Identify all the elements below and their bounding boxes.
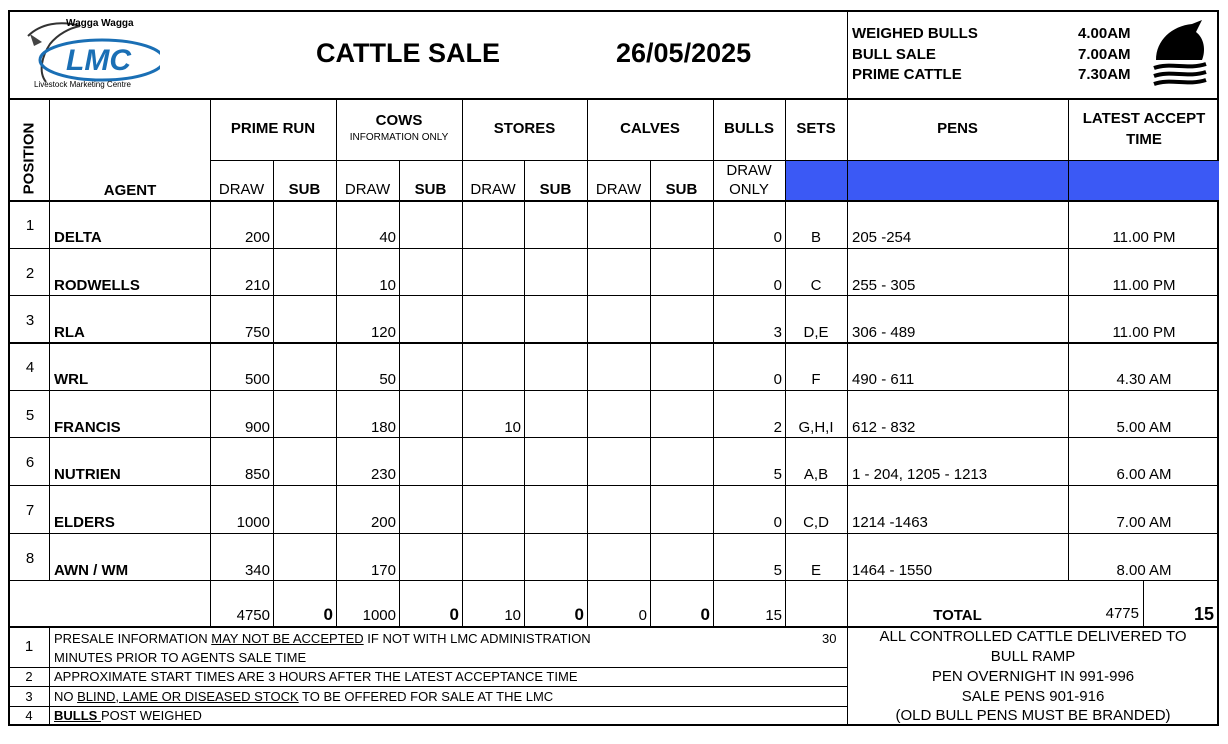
sets-cell: A,B	[803, 466, 829, 483]
sets-cell: E	[810, 562, 821, 579]
note-3-text: NO BLIND, LAME OR DISEASED STOCK TO BE OFFERED FOR SALE AT THE LMC	[54, 689, 554, 704]
pens-header-fill	[848, 161, 1068, 200]
calves-header: CALVES	[620, 120, 680, 137]
bull-logo-icon	[1152, 20, 1208, 92]
prime-run-header: PRIME RUN	[230, 120, 316, 137]
footer-line-5: (OLD BULL PENS MUST BE BRANDED)	[895, 707, 1171, 724]
agent-cell: FRANCIS	[54, 419, 121, 436]
time-cell: 11.00 PM	[1112, 277, 1176, 294]
pens-cell: 1214 -1463	[852, 514, 928, 531]
footer-line-3: PEN OVERNIGHT IN 991-996	[931, 668, 1135, 685]
pens-cell: 205 -254	[852, 229, 912, 246]
total-cows-draw: 1000	[362, 607, 396, 624]
cows-draw-header: DRAW	[344, 181, 391, 198]
note-1-line-2: MINUTES PRIOR TO AGENTS SALE TIME	[54, 650, 307, 665]
total-stores-draw: 10	[504, 607, 521, 624]
schedule-time-3: 7.30AM	[1078, 66, 1131, 83]
sets-cell: B	[810, 229, 821, 246]
time-cell: 7.00 AM	[1116, 514, 1172, 531]
schedule-time-2: 7.00AM	[1078, 46, 1131, 63]
agent-cell: RLA	[54, 324, 85, 341]
time-cell: 5.00 AM	[1116, 419, 1172, 436]
page-title: CATTLE SALE	[316, 38, 500, 68]
pens-cell: 255 - 305	[852, 277, 916, 294]
note-1-number: 1	[24, 638, 34, 655]
logo-top-text: Wagga Wagga	[66, 18, 134, 29]
prime-draw-header: DRAW	[218, 181, 265, 198]
prime-draw-cell: 500	[244, 371, 270, 388]
cows-draw-cell: 180	[370, 419, 396, 436]
prime-draw-cell: 340	[244, 562, 270, 579]
pens-cell: 490 - 611	[852, 371, 915, 388]
schedule-label-3: PRIME CATTLE	[852, 66, 962, 83]
time-cell: 6.00 AM	[1116, 466, 1172, 483]
stores-sub-header: SUB	[539, 181, 572, 198]
stores-header: STORES	[493, 120, 556, 137]
sets-cell: G,H,I	[798, 419, 834, 436]
prime-sub-header: SUB	[288, 181, 321, 198]
bulls-cell: 0	[773, 514, 782, 531]
cows-draw-cell: 120	[370, 324, 396, 341]
logo-sub-text: Livestock Marketing Centre	[34, 80, 131, 89]
cows-note: INFORMATION ONLY	[349, 132, 449, 143]
prime-draw-cell: 750	[244, 324, 270, 341]
note-2-number: 2	[25, 669, 33, 684]
position-cell: 1	[25, 217, 35, 234]
agent-header: AGENT	[103, 182, 157, 199]
total-calves-sub: 0	[700, 605, 710, 624]
stores-draw-header: DRAW	[470, 181, 516, 198]
pens-cell: 306 - 489	[852, 324, 916, 341]
cows-draw-cell: 200	[370, 514, 396, 531]
note-1-minutes: 30	[822, 631, 837, 646]
svg-text:LMC: LMC	[66, 44, 131, 77]
prime-draw-cell: 850	[244, 466, 270, 483]
bulls-cell: 3	[773, 324, 782, 341]
pens-cell: 612 - 832	[852, 419, 916, 436]
cows-draw-cell: 40	[379, 229, 396, 246]
prime-draw-cell: 900	[244, 419, 270, 436]
agent-cell: WRL	[54, 371, 89, 388]
sets-header: SETS	[796, 120, 836, 137]
cows-draw-cell: 50	[379, 371, 396, 388]
bulls-draw-only-header: DRAW ONLY	[726, 162, 772, 198]
time-header-fill	[1069, 161, 1219, 200]
latest-accept-header: LATEST ACCEPT TIME	[1082, 110, 1206, 148]
footer-line-2: BULL RAMP	[990, 648, 1076, 665]
bulls-header: BULLS	[724, 120, 774, 137]
time-cell: 8.00 AM	[1116, 562, 1172, 579]
grand-total-bulls: 15	[1193, 604, 1214, 624]
time-cell: 4.30 AM	[1116, 371, 1172, 388]
agent-cell: DELTA	[54, 229, 102, 246]
cows-draw-cell: 170	[370, 562, 396, 579]
bulls-cell: 0	[773, 371, 782, 388]
bulls-cell: 2	[773, 419, 782, 436]
total-bulls: 15	[765, 607, 782, 624]
footer-line-1: ALL CONTROLLED CATTLE DELIVERED TO	[879, 628, 1187, 645]
total-prime-draw: 4750	[236, 607, 270, 624]
note-4-text: BULLS POST WEIGHED	[54, 708, 202, 723]
position-cell: 8	[25, 550, 35, 567]
schedule-time-1: 4.00AM	[1078, 25, 1131, 42]
pens-header: PENS	[937, 120, 978, 137]
cows-sub-header: SUB	[414, 181, 447, 198]
note-2-text: APPROXIMATE START TIMES ARE 3 HOURS AFTER THE LATEST ACCEPTANCE TIME	[54, 669, 578, 684]
pens-cell: 1 - 204, 1205 - 1213	[852, 466, 988, 483]
position-header: POSITION	[20, 122, 38, 195]
calves-sub-header: SUB	[665, 181, 698, 198]
total-cows-sub: 0	[449, 605, 459, 624]
grand-total-draw: 4775	[1105, 605, 1139, 622]
footer-line-4: SALE PENS 901-916	[961, 688, 1105, 705]
bulls-cell: 5	[773, 562, 782, 579]
agent-cell: NUTRIEN	[54, 466, 121, 483]
sets-cell: C,D	[803, 514, 829, 531]
position-cell: 6	[25, 454, 35, 471]
agent-cell: ELDERS	[54, 514, 115, 531]
bulls-cell: 0	[773, 229, 782, 246]
cows-draw-cell: 10	[379, 277, 396, 294]
cows-draw-cell: 230	[370, 466, 396, 483]
time-cell: 11.00 PM	[1112, 229, 1176, 246]
note-3-number: 3	[25, 689, 33, 704]
time-cell: 11.00 PM	[1112, 324, 1176, 341]
position-cell: 2	[25, 265, 35, 282]
total-calves-draw: 0	[638, 607, 647, 624]
sets-cell: D,E	[803, 324, 829, 341]
pens-cell: 1464 - 1550	[852, 562, 933, 579]
position-cell: 4	[25, 359, 35, 376]
schedule-label-1: WEIGHED BULLS	[852, 25, 978, 42]
bulls-cell: 5	[773, 466, 782, 483]
sets-cell: C	[810, 277, 822, 294]
position-cell: 7	[25, 502, 35, 519]
agent-cell: RODWELLS	[54, 277, 140, 294]
total-prime-sub: 0	[323, 605, 333, 624]
prime-draw-cell: 1000	[236, 514, 270, 531]
bulls-cell: 0	[773, 277, 782, 294]
calves-draw-header: DRAW	[595, 181, 642, 198]
sets-header-fill	[786, 161, 847, 200]
prime-draw-cell: 200	[244, 229, 270, 246]
cows-header: COWS	[375, 112, 423, 129]
sale-date: 26/05/2025	[616, 38, 752, 68]
note-1-line-1: PRESALE INFORMATION MAY NOT BE ACCEPTED IF NOT WITH LMC ADMINISTRATION	[54, 631, 591, 646]
stores-draw-cell: 10	[504, 419, 521, 436]
schedule-label-2: BULL SALE	[852, 46, 936, 63]
prime-draw-cell: 210	[244, 277, 270, 294]
position-cell: 5	[25, 407, 35, 424]
note-4-number: 4	[25, 708, 33, 723]
total-label: TOTAL	[933, 607, 982, 624]
agent-cell: AWN / WM	[54, 562, 129, 579]
total-stores-sub: 0	[574, 605, 584, 624]
position-cell: 3	[25, 312, 35, 329]
sets-cell: F	[811, 371, 821, 388]
